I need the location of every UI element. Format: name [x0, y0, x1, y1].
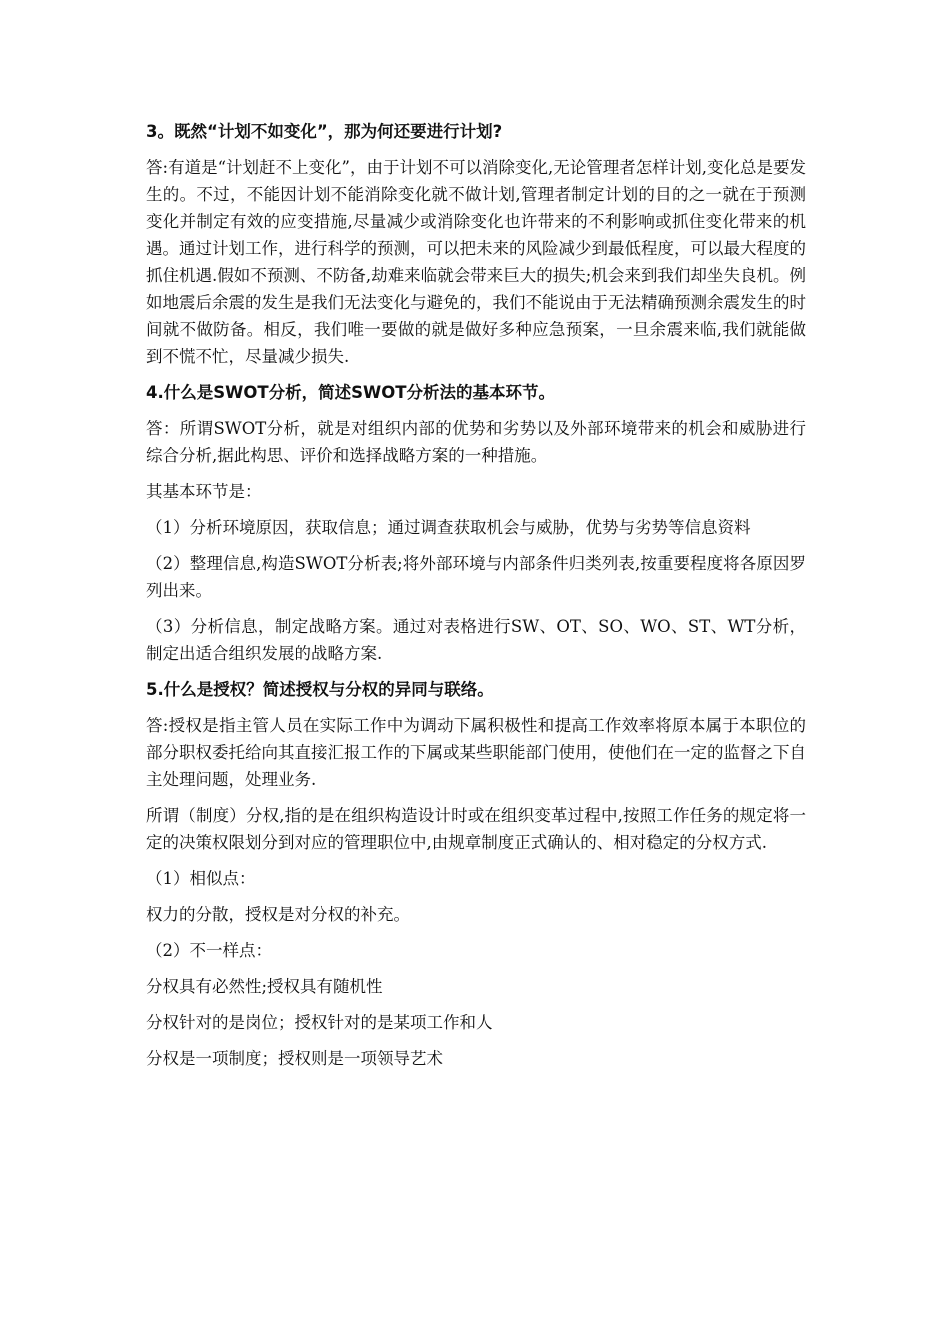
answer-paragraph: 其基本环节是： [146, 482, 262, 501]
answer-paragraph: 所谓（制度）分权,指的是在组织构造设计时或在组织变革过程中,按照工作任务的规定将一定的决策权限划分到对应的管理职位中,由规章制度正式确认的、相对稳定的分权方式. [146, 806, 806, 852]
question-heading: 5.什么是授权？简述授权与分权的异同与联络。 [146, 680, 494, 699]
answer-paragraph: 权力的分散，授权是对分权的补充。 [146, 905, 410, 924]
answer-paragraph: （1）相似点： [146, 869, 256, 888]
answer-paragraph: 分权针对的是岗位；授权针对的是某项工作和人 [146, 1013, 493, 1032]
answer-paragraph: 分权是一项制度；授权则是一项领导艺术 [146, 1049, 443, 1068]
question-heading: 4.什么是SWOT分析，简述SWOT分析法的基本环节。 [146, 383, 555, 402]
answer-paragraph: 答:授权是指主管人员在实际工作中为调动下属积极性和提高工作效率将原本属于本职位的部分职权委托给向其直接汇报工作的下属或某些职能部门使用，使他们在一定的监督之下自主处理问题，处理业务. [146, 716, 806, 789]
answer-paragraph: （2）不一样点： [146, 941, 272, 960]
answer-paragraph: 答：所谓SWOT分析，就是对组织内部的优势和劣势以及外部环境带来的机会和威胁进行综合分析,据此构思、评价和选择战略方案的一种措施。 [146, 419, 806, 465]
section-q3 [146, 118, 806, 370]
document-page [146, 118, 806, 1081]
answer-paragraph: 分权具有必然性;授权具有随机性 [146, 977, 383, 996]
answer-paragraph: （3）分析信息，制定战略方案。通过对表格进行SW、OT、SO、WO、ST、WT分析，制定出适合组织发展的战略方案. [146, 617, 806, 663]
answer-paragraph: （2）整理信息,构造SWOT分析表;将外部环境与内部条件归类列表,按重要程度将各原因罗列出来。 [146, 554, 806, 600]
answer-paragraph: （1）分析环境原因，获取信息；通过调查获取机会与威胁，优势与劣势等信息资料 [146, 518, 751, 537]
section-q5 [146, 676, 806, 1072]
question-heading: 3。既然“计划不如变化”，那为何还要进行计划? [146, 122, 503, 141]
answer-paragraph: 答:有道是“计划赶不上变化”，由于计划不可以消除变化,无论管理者怎样计划,变化总是要发生的。不过，不能因计划不能消除变化就不做计划,管理者制定计划的目的之一就在于预测变化并制定有效的应变措施,尽量减少或消除变化也许带来的不利影响或抓住变化带来的机遇。通过计划工作，进行科学的预测，可以把未来的风险减少到最低程度，可以最大程度的抓住机遇.假如不预测、不防备,劫难来临就会带来巨大的损失;机会来到我们却坐失良机。例如地震后余震的发生是我们无法变化与避免的，我们不能说由于无法精确预测余震发生的时间就不做防备。相反，我们唯一要做的就是做好多种应急预案，一旦余震来临,我们就能做到不慌不忙，尽量减少损失. [146, 158, 806, 366]
section-q4 [146, 379, 806, 667]
